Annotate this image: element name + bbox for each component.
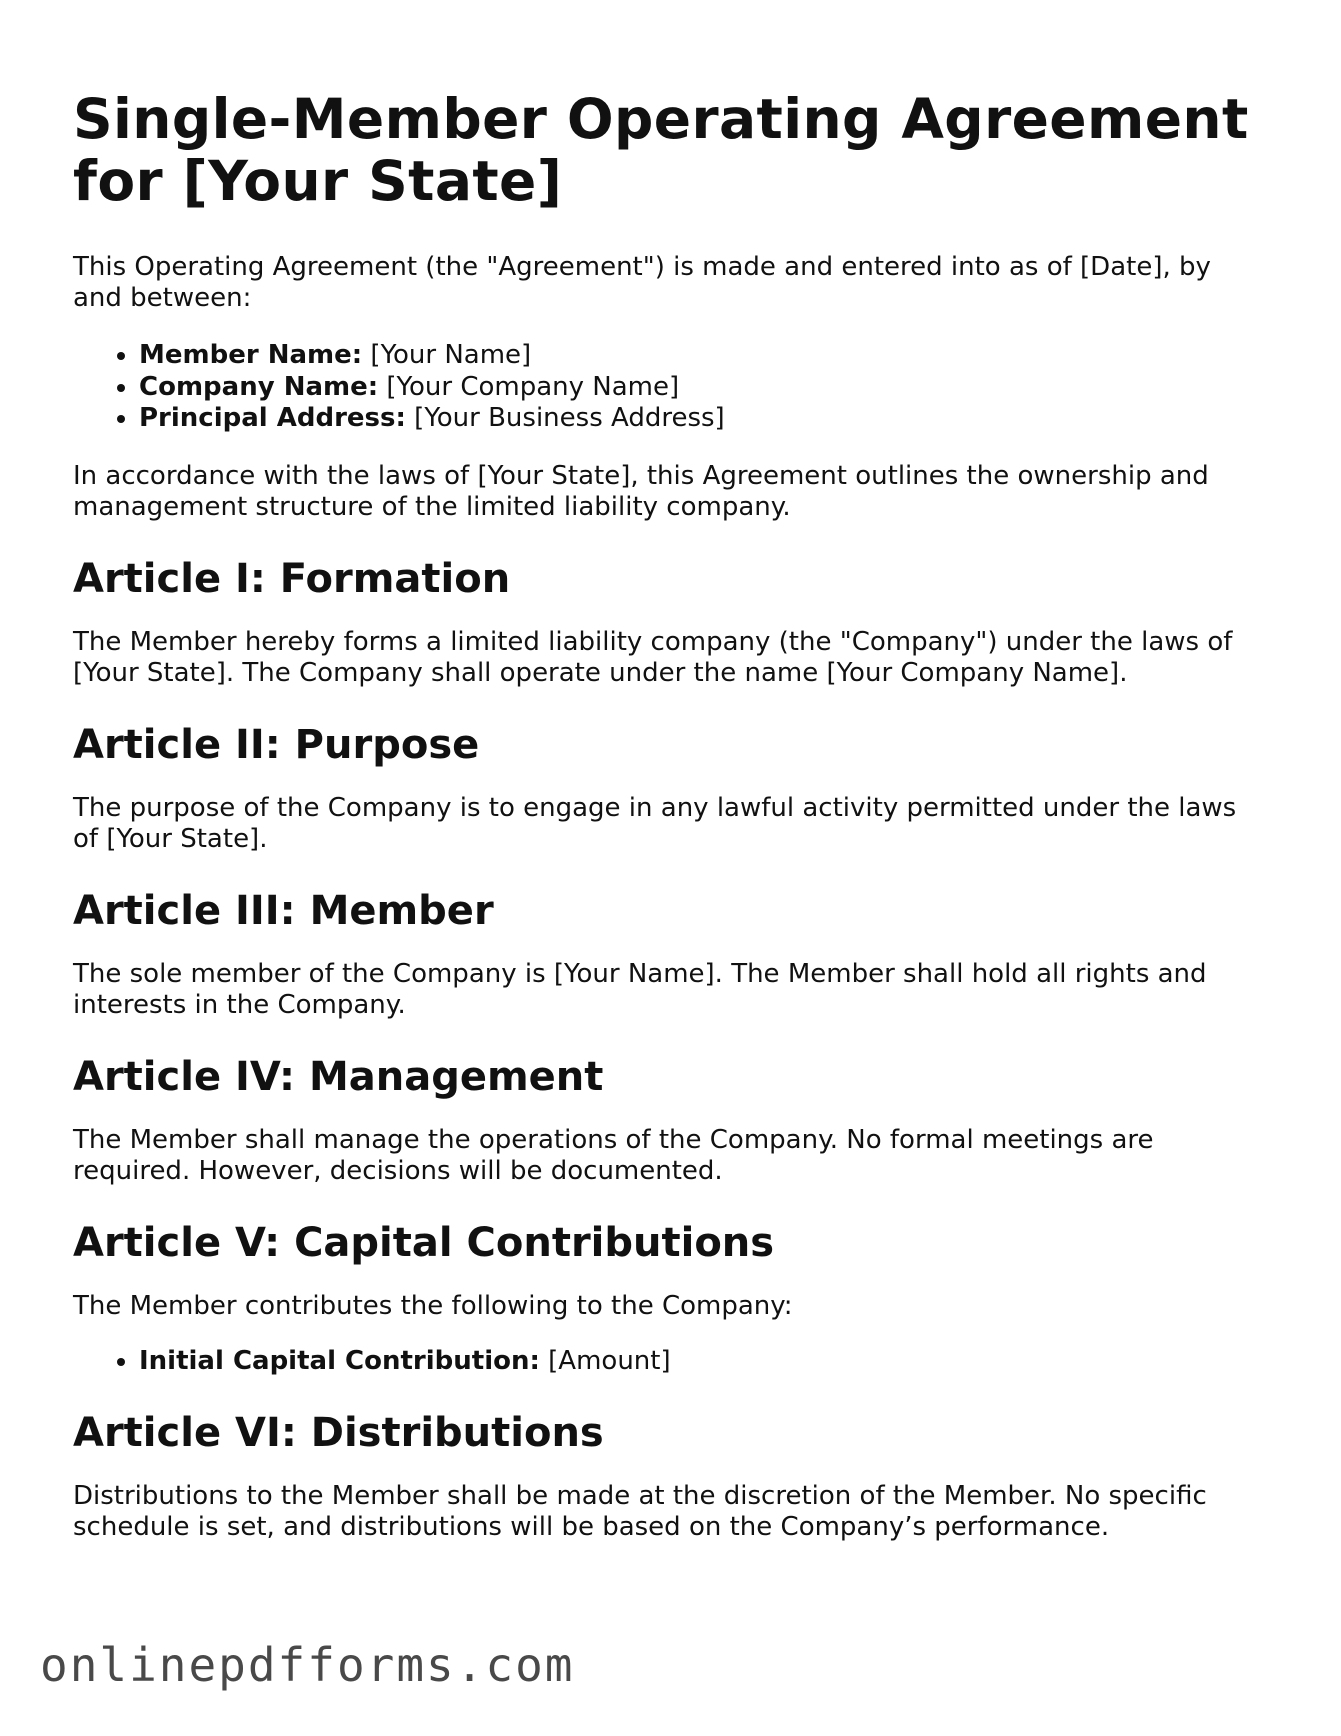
article-body: The Member contributes the following to the Company:	[73, 1290, 793, 1321]
article-heading: Article IV: Management	[73, 1053, 604, 1100]
article-heading: Article VI: Distributions	[73, 1410, 604, 1456]
party-label: Company Name:	[139, 371, 379, 402]
watermark-text: onlinepdfforms.com	[40, 1638, 575, 1692]
party-list	[73, 340, 1268, 435]
article-formation	[73, 556, 1268, 689]
article-heading: Article I: Formation	[73, 555, 511, 602]
article-body: Distributions to the Member shall be made at the discretion of the Member. No specific schedule is set, and distributions will be based on the Company’s performance.	[73, 1481, 1207, 1542]
document-title: Single-Member Operating Agreement for [Your State]	[73, 87, 1249, 213]
article-member	[73, 888, 1268, 1021]
party-item-company-name	[139, 372, 1268, 404]
article-body: The Member shall manage the operations of the Company. No formal meetings are required. However, decisions will be documented.	[73, 1124, 1154, 1186]
party-label: Principal Address:	[139, 403, 406, 433]
article-body: The sole member of the Company is [Your Name]. The Member shall hold all rights and interests in the Company.	[73, 958, 1207, 1020]
party-item-principal-address	[139, 403, 1268, 435]
party-value: [Your Name]	[362, 340, 532, 370]
party-value: [Your Business Address]	[405, 403, 725, 433]
party-label: Member Name:	[139, 340, 363, 370]
contribution-item	[139, 1346, 1268, 1378]
article-heading: Article V: Capital Contributions	[73, 1219, 775, 1266]
party-item-member-name	[139, 340, 1268, 372]
contribution-value: [Amount]	[539, 1345, 671, 1376]
article-distributions	[73, 1410, 1268, 1543]
party-value: [Your Company Name]	[378, 371, 680, 402]
intro-paragraph: This Operating Agreement (the "Agreement") is made and entered into as of [Date], by and between:	[73, 252, 1211, 313]
article-body: The Member hereby forms a limited liability company (the "Company") under the laws of [Your State]. The Company shall operate under the name [Your Company Name].	[73, 626, 1233, 688]
article-body: The purpose of the Company is to engage in any lawful activity permitted under the laws of [Your State].	[73, 792, 1237, 854]
document-page	[73, 88, 1268, 1543]
contribution-label: Initial Capital Contribution:	[139, 1345, 540, 1376]
preamble-paragraph: In accordance with the laws of [Your State], this Agreement outlines the ownership and management structure of the limited liability company.	[73, 460, 1209, 522]
article-capital-contributions	[73, 1220, 1268, 1378]
article-heading: Article II: Purpose	[73, 721, 480, 768]
article-heading: Article III: Member	[73, 887, 494, 934]
contribution-list	[73, 1346, 1268, 1378]
article-management	[73, 1054, 1268, 1187]
article-purpose	[73, 722, 1268, 855]
